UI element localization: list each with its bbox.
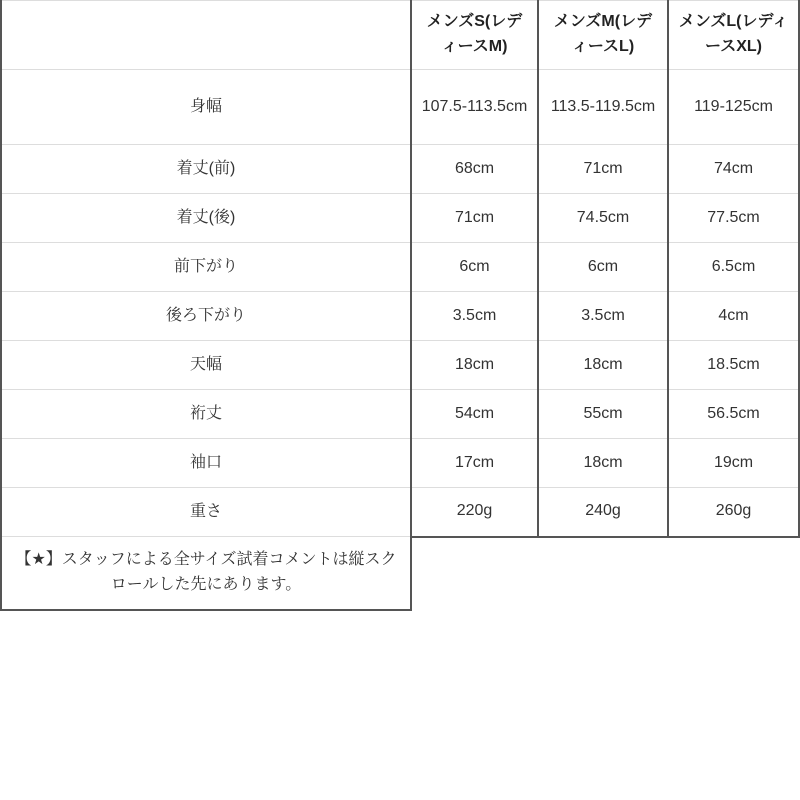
table-row — [1, 243, 799, 292]
row-label: 身幅 — [1, 70, 411, 145]
table-row — [1, 488, 799, 537]
table-row — [1, 194, 799, 243]
header-row — [1, 1, 799, 70]
cell-value: 4cm — [668, 292, 799, 341]
row-label: 着丈(前) — [1, 145, 411, 194]
cell-value: 54cm — [411, 390, 538, 439]
row-label: 前下がり — [1, 243, 411, 292]
cell-value: 19cm — [668, 439, 799, 488]
cell-value: 240g — [538, 488, 668, 537]
corner-cell — [1, 1, 411, 70]
cell-value: 6cm — [411, 243, 538, 292]
cell-value: 3.5cm — [538, 292, 668, 341]
footnote-row — [1, 537, 799, 610]
cell-value: 3.5cm — [411, 292, 538, 341]
row-label: 袖口 — [1, 439, 411, 488]
cell-value: 17cm — [411, 439, 538, 488]
cell-value: 71cm — [538, 145, 668, 194]
cell-value: 77.5cm — [668, 194, 799, 243]
cell-value: 74cm — [668, 145, 799, 194]
row-label: 着丈(後) — [1, 194, 411, 243]
cell-value: 74.5cm — [538, 194, 668, 243]
footnote: 【★】スタッフによる全サイズ試着コメントは縦スクロールした先にあります。 — [1, 537, 411, 610]
column-header-mens-s: メンズS(レディースM) — [411, 1, 538, 70]
cell-value: 6.5cm — [668, 243, 799, 292]
cell-value: 18cm — [538, 341, 668, 390]
cell-value: 6cm — [538, 243, 668, 292]
table-row — [1, 292, 799, 341]
cell-value: 107.5-113.5cm — [411, 70, 538, 145]
table-row — [1, 439, 799, 488]
cell-value: 260g — [668, 488, 799, 537]
row-label: 裄丈 — [1, 390, 411, 439]
cell-value: 220g — [411, 488, 538, 537]
cell-value: 71cm — [411, 194, 538, 243]
column-header-mens-m: メンズM(レディースL) — [538, 1, 668, 70]
cell-value: 18cm — [411, 341, 538, 390]
cell-value: 68cm — [411, 145, 538, 194]
row-label: 重さ — [1, 488, 411, 537]
table-row — [1, 145, 799, 194]
row-label: 天幅 — [1, 341, 411, 390]
table-row — [1, 341, 799, 390]
table-row — [1, 70, 799, 145]
cell-value: 18cm — [538, 439, 668, 488]
column-header-mens-l: メンズL(レディースXL) — [668, 1, 799, 70]
blank-cell — [411, 537, 538, 610]
cell-value: 56.5cm — [668, 390, 799, 439]
cell-value: 18.5cm — [668, 341, 799, 390]
blank-cell — [538, 537, 668, 610]
cell-value: 119-125cm — [668, 70, 799, 145]
cell-value: 55cm — [538, 390, 668, 439]
table-row — [1, 390, 799, 439]
cell-value: 113.5-119.5cm — [538, 70, 668, 145]
blank-cell — [668, 537, 799, 610]
row-label: 後ろ下がり — [1, 292, 411, 341]
